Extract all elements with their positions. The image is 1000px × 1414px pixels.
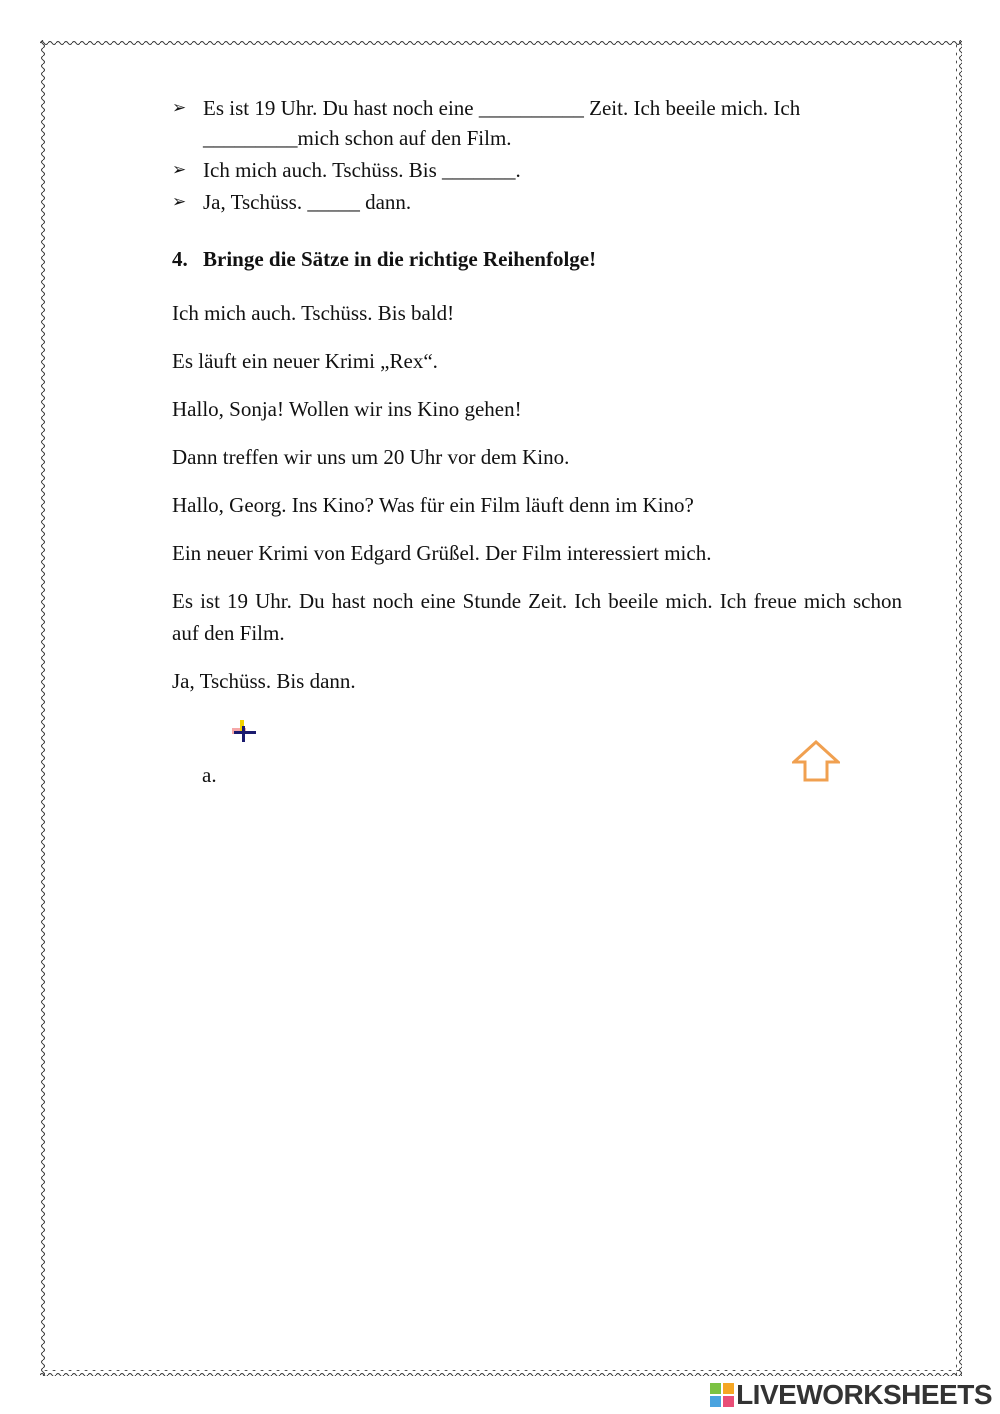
section-title: Bringe die Sätze in die richtige Reihenfolge!: [203, 247, 597, 271]
sentence-item: Es läuft ein neuer Krimi „Rex“.: [172, 349, 438, 373]
sentence-item: Hallo, Sonja! Wollen wir ins Kino gehen!: [172, 397, 522, 421]
fill-in-exercise: [172, 93, 902, 219]
sentence-item: Es ist 19 Uhr. Du hast noch eine Stunde Zeit. Ich beeile mich. Ich freue mich schon auf den Film.: [172, 589, 902, 645]
exercise-line-text-continued: _________mich schon auf den Film.: [203, 126, 512, 150]
cross-move-icon[interactable]: [232, 720, 256, 744]
section-heading: [172, 244, 596, 274]
sentence-item: Ja, Tschüss. Bis dann.: [172, 669, 356, 693]
bullet-arrow-icon: ➢: [172, 160, 187, 180]
exercise-line-text: Ja, Tschüss. _____ dann.: [203, 190, 412, 214]
sentence-item: Ein neuer Krimi von Edgard Grüßel. Der Film interessiert mich.: [172, 541, 712, 565]
brand-name: LIVEWORKSHEETS: [736, 1379, 992, 1410]
exercise-line-text: Es ist 19 Uhr. Du hast noch eine __________ Zeit. Ich beeile mich. Ich: [203, 96, 801, 120]
sentence-list: [172, 297, 902, 713]
exercise-line: [172, 187, 902, 217]
answer-label: a.: [202, 763, 217, 787]
section-number: 4.: [172, 247, 188, 271]
up-arrow-icon[interactable]: [792, 740, 840, 782]
liveworksheets-brand: [710, 1380, 992, 1410]
liveworksheets-logo-icon: [710, 1383, 734, 1407]
bullet-arrow-icon: ➢: [172, 98, 187, 118]
sentence-item: Ich mich auch. Tschüss. Bis bald!: [172, 301, 455, 325]
sentence-item: Dann treffen wir uns um 20 Uhr vor dem Kino.: [172, 445, 570, 469]
bullet-arrow-icon: ➢: [172, 192, 187, 212]
exercise-line-text: Ich mich auch. Tschüss. Bis _______.: [203, 158, 521, 182]
exercise-line: [172, 155, 902, 185]
exercise-line: [172, 93, 902, 153]
sentence-item: Hallo, Georg. Ins Kino? Was für ein Film läuft denn im Kino?: [172, 493, 694, 517]
